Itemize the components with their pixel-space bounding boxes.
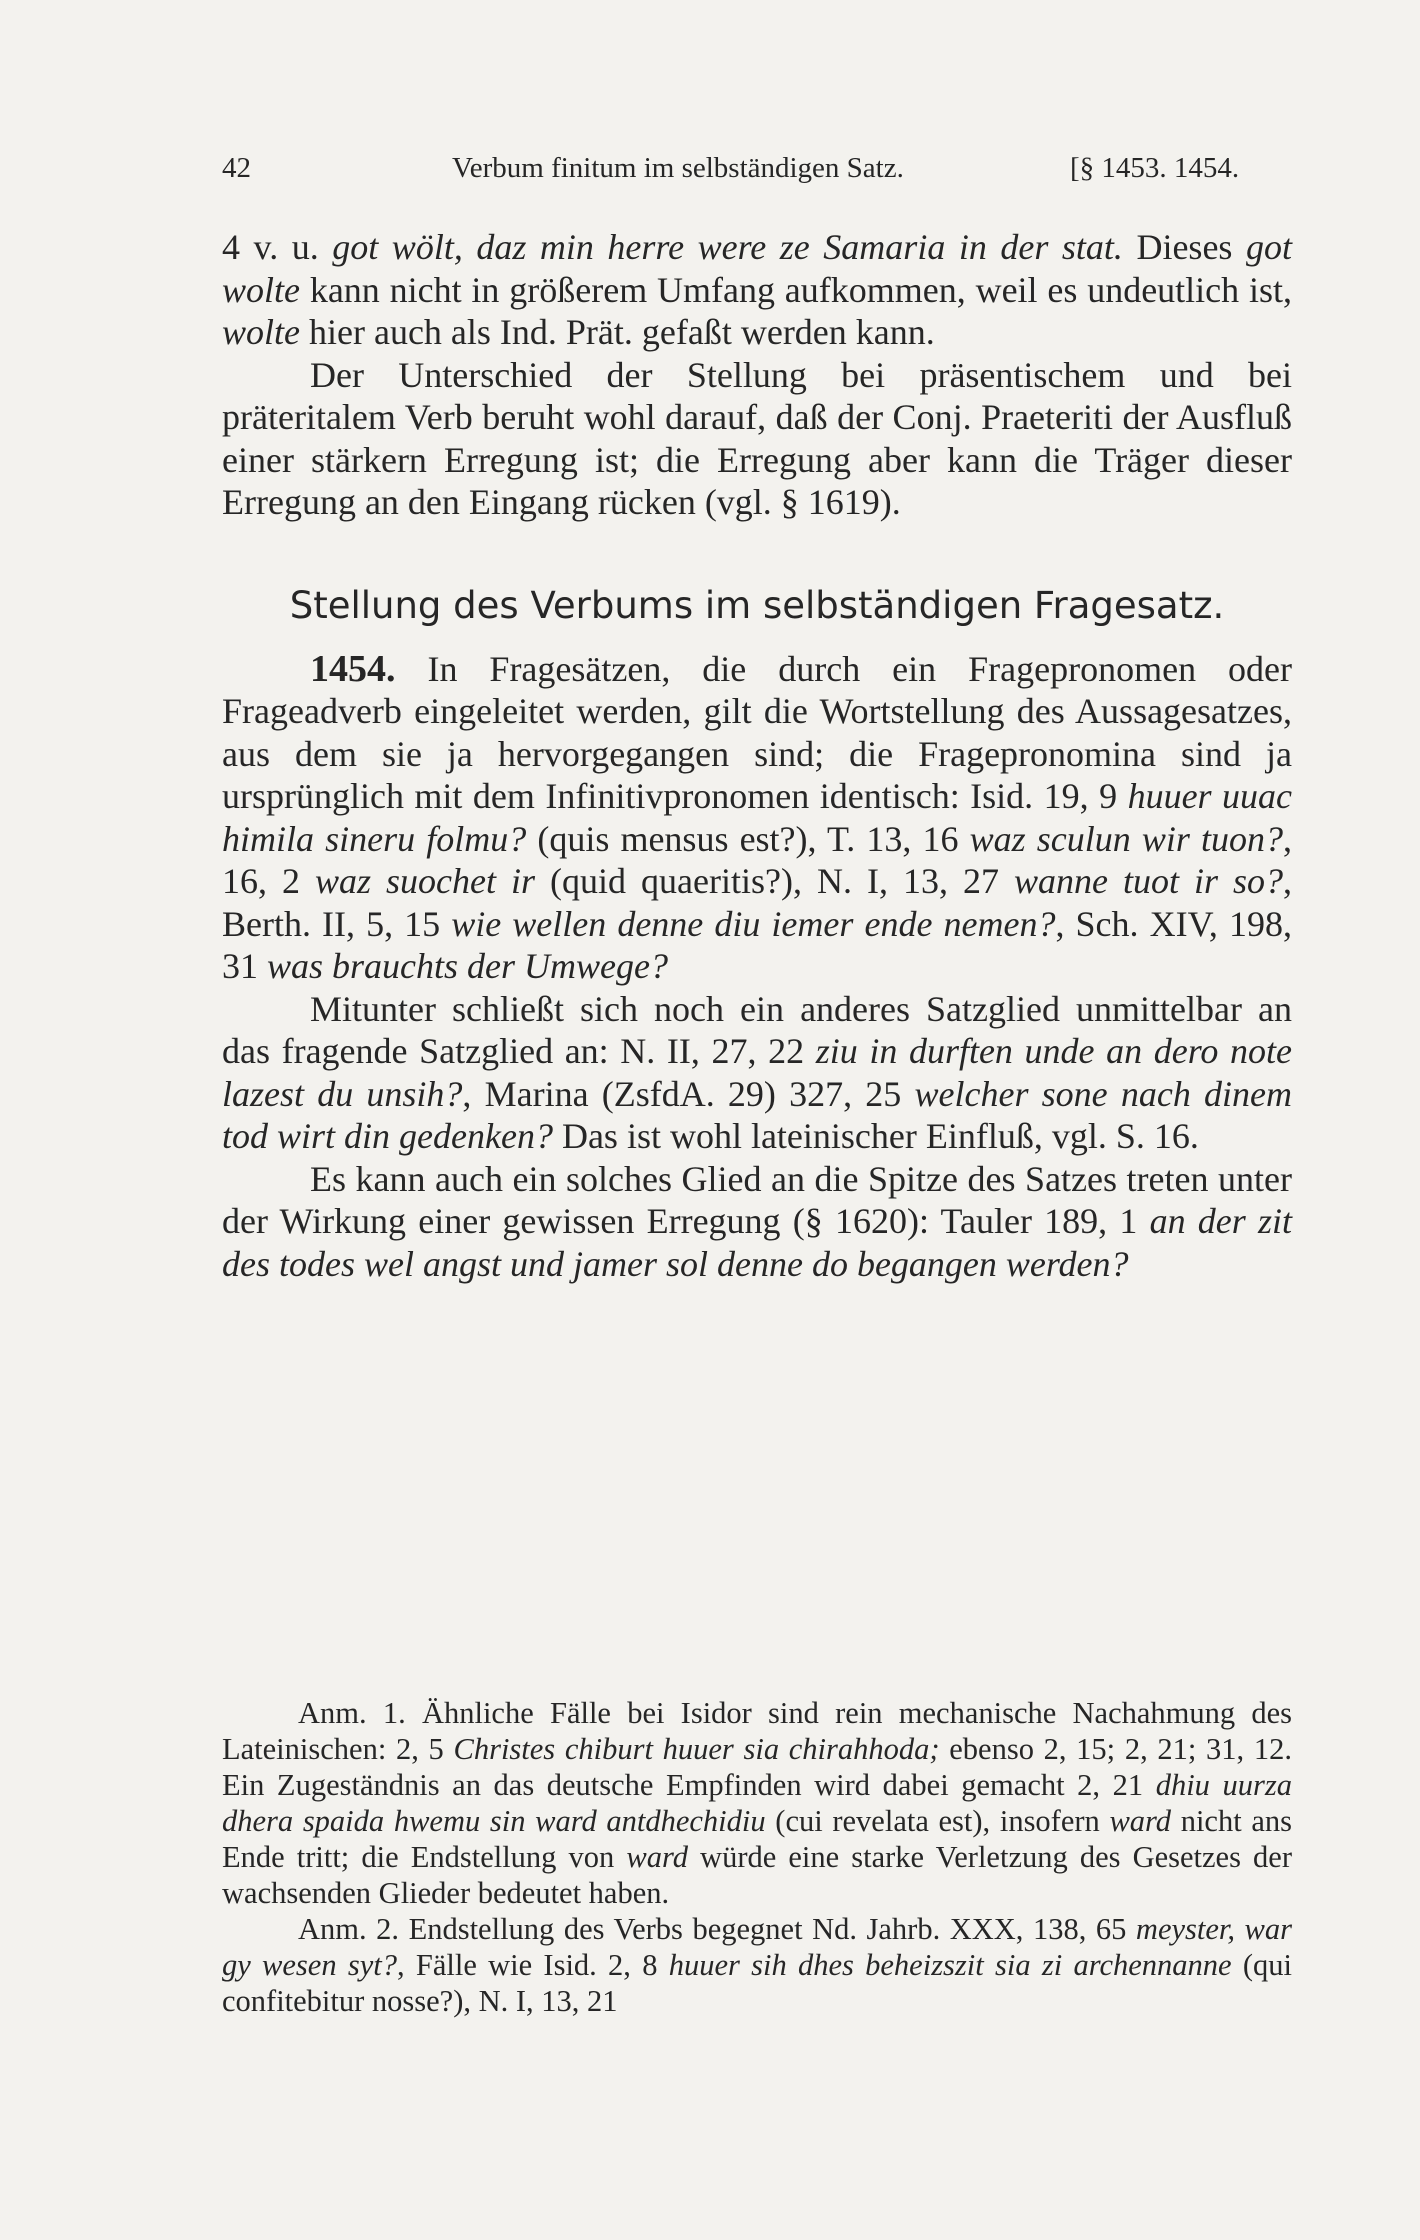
main-text (222, 226, 1292, 1285)
quote: got wolte (222, 227, 1292, 310)
quote: an der zit des todes wel angst und jamer sol denne do begangen werden? (222, 1201, 1292, 1284)
note-label: Anm. 1. (298, 1696, 406, 1730)
quote: was brauchts der Umwege? (267, 946, 668, 986)
quote: got wölt, daz min herre were ze Samaria in der stat. (332, 227, 1123, 267)
quote: huuer sih dhes beheizszit sia zi archennanne (668, 1948, 1232, 1982)
text: (quis mensus est?), T. 13, 16 (526, 818, 970, 859)
note-2 (222, 1911, 1292, 2019)
quote: Christes chiburt huuer sia chirahhoda; (453, 1732, 940, 1766)
quote: welcher sone nach dinem tod wirt din gedenken? (222, 1073, 1293, 1156)
text: Endstellung des Verbs begegnet Nd. Jahrb. XXX, 138, 65 (399, 1912, 1136, 1946)
running-title: Verbum finitum im selbständigen Satz. (452, 152, 904, 184)
quote: huuer uuac himila sineru folmu? (222, 776, 1293, 859)
note-1 (222, 1695, 1292, 1911)
running-header (222, 152, 1292, 196)
text: nicht ans Ende tritt; die Endstellung von (222, 1804, 1293, 1874)
quote: wanne tuot ir so? (1013, 861, 1283, 901)
text: , Berth. II, 5, 15 (222, 861, 1292, 944)
text: In Fragesätzen, die durch ein Fragepronomen oder Frageadverb eingeleitet werden, gilt die Wortstellung des Aussagesatzes, aus dem sie ja hervorgegangen sind; die Fragepronomina sind ja ursprünglich mit dem Infinitivpronomen identisch: Isid. 19, 9 (222, 648, 1292, 816)
quote: wolte (222, 312, 300, 352)
text: ebenso 2, 15; 2, 21; 31, 12. Ein Zugeständnis an das deutsche Empfinden wird dabei gemacht 2, 21 (222, 1732, 1292, 1802)
text: (cui revelata est), insofern (765, 1804, 1110, 1838)
text: kann nicht in größerem Umfang aufkommen, weil es undeutlich ist, (300, 269, 1292, 310)
paragraph-4 (222, 988, 1292, 1158)
quote: waz suochet ir (315, 861, 536, 901)
text: würde eine starke Verletzung des Gesetzes der wachsenden Glieder bedeutet haben. (222, 1840, 1292, 1910)
text: Es kann auch ein solches Glied an die Spitze des Satzes treten unter der Wirkung einer gewissen Erregung (§ 1620): Tauler 189, 1 (222, 1158, 1292, 1241)
text: (qui confitebitur nosse?), N. I, 13, 21 (222, 1948, 1292, 2018)
text: (quid quaeritis?), N. I, 13, 27 (535, 861, 1014, 901)
quote: meyster, war gy wesen syt? (222, 1912, 1293, 1982)
quote: ward (626, 1840, 688, 1874)
text: , Sch. XIV, 198, 31 (222, 903, 1292, 986)
quote: waz sculun wir tuon? (969, 818, 1283, 859)
section-reference: [§ 1453. 1454. (1070, 152, 1240, 184)
text: , 16, 2 (222, 818, 1292, 901)
quote: wie wellen denne diu iemer ende nemen? (451, 903, 1056, 944)
paragraph-1454 (222, 648, 1292, 988)
footnotes (222, 1695, 1292, 2019)
text: hier auch als Ind. Prät. gefaßt werden kann. (300, 312, 935, 352)
text: , Fälle wie Isid. 2, 8 (396, 1948, 669, 1982)
text: , Marina (ZsfdA. 29) 327, 25 (462, 1073, 915, 1114)
paragraph-5 (222, 1158, 1292, 1286)
quote: ziu in durften unde an dero note lazest du unsih? (222, 1031, 1292, 1114)
section-number: 1454. (310, 647, 396, 690)
note-label: Anm. 2. (298, 1912, 400, 1946)
spacer (222, 630, 1292, 648)
section-heading: Stellung des Verbums im selbständigen Fragesatz. (289, 583, 1225, 627)
paragraph-1 (222, 226, 1292, 354)
text: Ähnliche Fälle bei Isidor sind rein mechanische Nachahmung des Lateinischen: 2, 5 (222, 1696, 1292, 1766)
quote: dhiu uurza dhera spaida hwemu sin ward antdhechidiu (222, 1768, 1292, 1838)
spacer (222, 524, 1292, 582)
text: Dieses (1122, 227, 1246, 267)
page-number: 42 (222, 152, 251, 184)
text: Das ist wohl lateinischer Einfluß, vgl. S. 16. (552, 1116, 1199, 1156)
paragraph-2: Der Unterschied der Stellung bei präsentischem und bei präteritalem Verb beruht wohl darauf, daß der Conj. Praeteriti der Ausfluß einer stärkern Erregung ist; die Erregung aber kann die Träger dieser Erregung an den Eingang rücken (vgl. § 1619). (222, 354, 1292, 522)
text: Mitunter schließt sich noch ein anderes Satzglied unmittelbar an das fragende Satzglied an: N. II, 27, 22 (222, 988, 1292, 1071)
quote: ward (1109, 1804, 1172, 1838)
line-ref: 4 v. u. (222, 227, 333, 267)
